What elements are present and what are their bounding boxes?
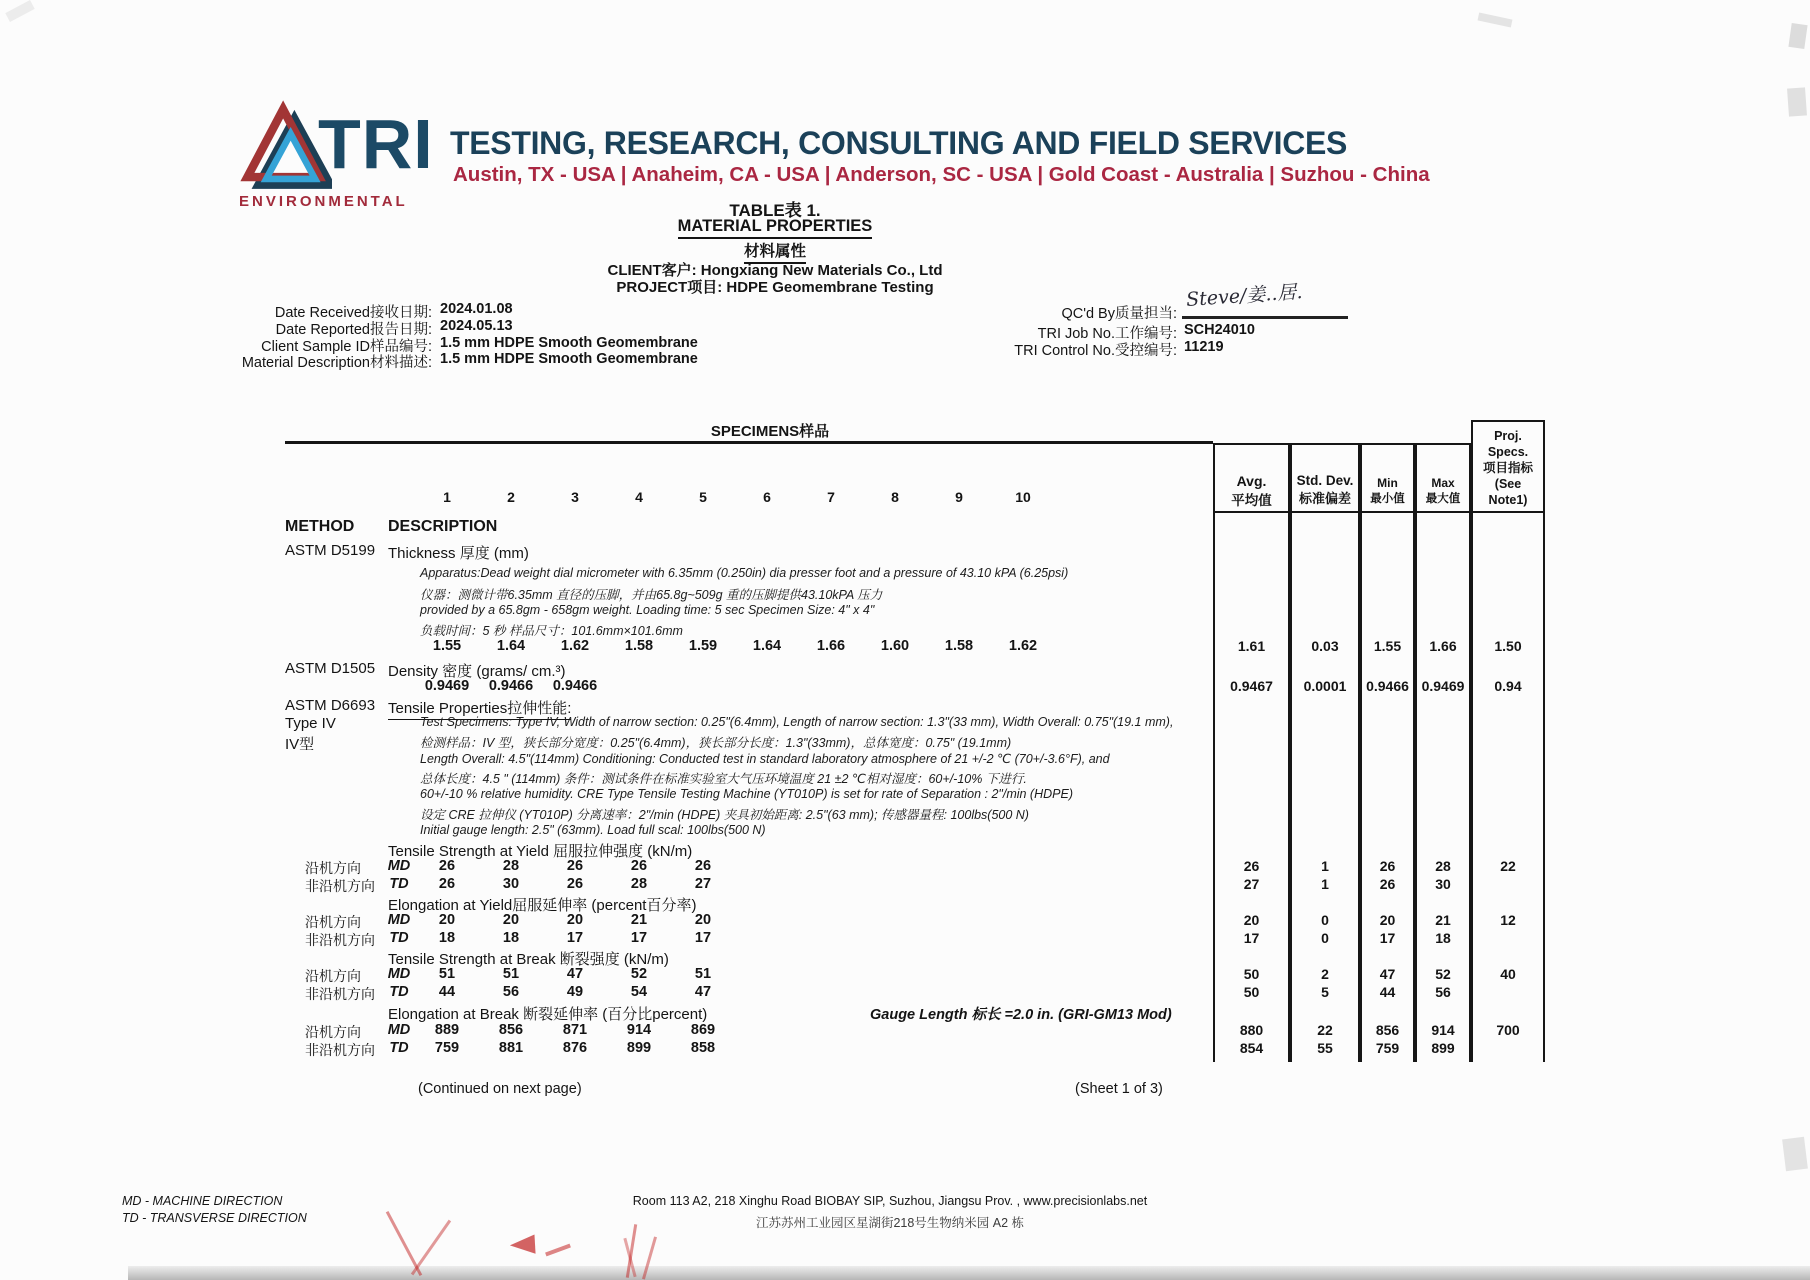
value-cell: 0.9466: [552, 678, 598, 694]
scan-artifact: [1788, 23, 1807, 49]
tri-control-no-value: 11219: [1184, 339, 1224, 355]
value-cell: 26: [630, 858, 648, 874]
value-cell: 51: [502, 966, 520, 982]
value-cell: 17: [694, 930, 712, 946]
max-label-en: Max: [1431, 476, 1455, 490]
ts-break-td-stats: [1213, 984, 1545, 1000]
d5199-note-2: 仪器：测微计带6.35mm 直径的压脚，并由65.8g~509g 重的压脚提供43.10kPA 压力: [420, 588, 883, 602]
td-direction: TD: [389, 930, 409, 946]
el-break-md-values: [415, 1022, 1055, 1038]
avg-label-en: Avg.: [1236, 473, 1267, 489]
td-footnote: TD - TRANSVERSE DIRECTION: [122, 1211, 307, 1225]
min-column-header: [1360, 443, 1415, 513]
value-cell: 10: [1015, 489, 1031, 505]
value-cell: 18: [502, 930, 520, 946]
md-direction: MD: [387, 966, 411, 982]
value-cell: 0.9469: [1421, 678, 1465, 694]
thickness-values-row: [415, 638, 1055, 654]
specimen-numbers-row: [415, 489, 1055, 505]
red-stamp-mark: [510, 1228, 541, 1253]
value-cell: [1471, 1040, 1545, 1056]
value-cell: 56: [1435, 984, 1451, 1000]
ts-break-title: Tensile Strength at Break 断裂强度 (kN/m): [388, 951, 669, 968]
value-cell: 0.9469: [424, 678, 470, 694]
value-cell: 26: [1379, 858, 1396, 874]
density-values-row: [415, 678, 1055, 694]
d6693-type-line-1: Type IV: [285, 715, 336, 732]
value-cell: 51: [438, 966, 456, 982]
md-direction: MD: [387, 1022, 411, 1038]
report-title-zh: 材料属性: [744, 239, 806, 264]
value-cell: 40: [1500, 966, 1516, 982]
value-cell: 4: [635, 489, 643, 505]
d6693-note-2: 检测样品：IV 型，狭长部分宽度：0.25"(6.4mm)，狭长部分长度：1.3"(33mm)，总体宽度：0.75" (19.1mm): [420, 736, 1012, 750]
stddev-column-header: [1290, 443, 1360, 513]
value-cell: 47: [694, 984, 712, 1000]
value-cell: 0.9466: [1366, 678, 1409, 694]
value-cell: 0.9466: [488, 678, 534, 694]
address-zh: 江苏苏州工业园区星湖街218号生物纳米园 A2 栋: [755, 1216, 1025, 1230]
value-cell: 28: [502, 858, 520, 874]
value-cell: (See: [1494, 477, 1522, 491]
value-cell: 1.64: [752, 638, 782, 654]
value-cell: 0.0001: [1303, 678, 1347, 694]
value-cell: 1.66: [816, 638, 846, 654]
value-cell: 26: [566, 876, 584, 892]
max-label-zh: 最大值: [1425, 493, 1461, 505]
value-cell: 26: [694, 858, 712, 874]
value-cell: 880: [1239, 1022, 1264, 1038]
tri-control-no-label: TRI Control No.受控编号:: [1014, 343, 1177, 359]
value-cell: 22: [1317, 1022, 1333, 1038]
value-cell: 6: [763, 489, 771, 505]
value-cell: 50: [1243, 984, 1260, 1000]
ts-break-md-stats: [1213, 966, 1545, 982]
value-cell: [1471, 876, 1545, 892]
logo-environmental-text: ENVIRONMENTAL: [239, 193, 408, 210]
el-yield-md-stats: [1213, 912, 1545, 928]
value-cell: 20: [438, 912, 456, 928]
value-cell: 56: [502, 984, 520, 1000]
value-cell: 17: [1243, 930, 1260, 946]
el-break-td-stats: [1213, 1040, 1545, 1056]
scan-artifact: [1478, 13, 1513, 28]
red-stamp-mark: [545, 1244, 571, 1257]
td-direction-zh: 非沿机方向: [305, 1042, 375, 1058]
el-break-td-values: [415, 1040, 1055, 1056]
value-cell: 854: [1239, 1040, 1264, 1056]
value-cell: 20: [566, 912, 584, 928]
value-cell: 7: [827, 489, 835, 505]
value-cell: 2: [507, 489, 515, 505]
d5199-note-3: provided by a 65.8gm - 658gm weight. Loading time: 5 sec Specimen Size: 4" x 4": [420, 603, 875, 617]
d5199-note-4: 负载时间：5 秒 样品尺寸：101.6mm×101.6mm: [420, 624, 683, 638]
value-cell: Note1): [1488, 493, 1528, 507]
value-cell: 54: [630, 984, 648, 1000]
scan-artifact: [1787, 87, 1807, 116]
value-cell: 1.62: [1008, 638, 1038, 654]
proj-specs-column-header: [1471, 420, 1545, 513]
max-column-header: [1415, 443, 1471, 513]
value-cell: 1.60: [880, 638, 910, 654]
value-cell: 21: [630, 912, 648, 928]
d5199-name: Thickness 厚度 (mm): [388, 545, 529, 562]
value-cell: 30: [1435, 876, 1451, 892]
date-reported-label: Date Reported报告日期:: [275, 322, 432, 338]
d1505-method: ASTM D1505: [285, 660, 376, 677]
value-cell: 1.50: [1494, 638, 1522, 654]
avg-label-zh: 平均值: [1231, 493, 1272, 508]
scan-artifact: [5, 0, 34, 22]
el-yield-td-stats: [1213, 930, 1545, 946]
md-direction-zh: 沿机方向: [305, 1024, 361, 1040]
value-cell: 869: [690, 1022, 716, 1038]
value-cell: 26: [438, 876, 456, 892]
stddev-label-zh: 标准偏差: [1298, 491, 1351, 506]
value-cell: 30: [502, 876, 520, 892]
value-cell: 0: [1321, 912, 1329, 928]
el-break-md-stats: [1213, 1022, 1545, 1038]
value-cell: 18: [1435, 930, 1451, 946]
min-label-zh: 最小值: [1370, 493, 1405, 505]
value-cell: 27: [1243, 876, 1260, 892]
d6693-note-7: Initial gauge length: 2.5" (63mm). Load full scal: 100lbs(500 N): [420, 823, 766, 837]
value-cell: 47: [1379, 966, 1396, 982]
value-cell: 876: [562, 1040, 588, 1056]
date-received-label: Date Received接收日期:: [274, 305, 432, 321]
value-cell: 20: [1379, 912, 1396, 928]
value-cell: 51: [694, 966, 712, 982]
ts-break-md-values: [415, 966, 1055, 982]
value-cell: 26: [1243, 858, 1260, 874]
header-locations: Austin, TX - USA | Anaheim, CA - USA | Anderson, SC - USA | Gold Coast - Australia | Suzhou - China: [453, 163, 1430, 186]
method-header: METHOD: [285, 518, 355, 535]
ts-yield-md-values: [415, 858, 1055, 874]
specimens-heading: SPECIMENS样品: [710, 423, 830, 440]
value-cell: [1471, 930, 1545, 946]
value-cell: 856: [1375, 1022, 1400, 1038]
md-direction-zh: 沿机方向: [305, 914, 361, 930]
scan-artifact: [1782, 1137, 1808, 1171]
value-cell: 889: [434, 1022, 460, 1038]
value-cell: 44: [438, 984, 456, 1000]
td-direction-zh: 非沿机方向: [305, 878, 375, 894]
thickness-stats-row: [1213, 638, 1545, 654]
value-cell: 26: [1379, 876, 1396, 892]
d6693-name: Tensile Properties拉伸性能:: [388, 697, 571, 720]
specimens-rule: [285, 441, 1213, 444]
value-cell: 1.62: [560, 638, 590, 654]
value-cell: 1.55: [1373, 638, 1402, 654]
value-cell: 856: [498, 1022, 524, 1038]
value-cell: Proj.: [1494, 429, 1522, 443]
d5199-note-1: Apparatus:Dead weight dial micrometer with 6.35mm (0.250in) dia presser foot and a pressure of 43.10 kPA (6.25psi): [420, 566, 1069, 580]
value-cell: 700: [1496, 1022, 1520, 1038]
value-cell: 1: [443, 489, 451, 505]
td-direction: TD: [389, 984, 409, 1000]
ts-yield-title: Tensile Strength at Yield 屈服拉伸强度 (kN/m): [388, 843, 693, 860]
client-line: CLIENT客户: Hongxiang New Materials Co., Ltd: [607, 262, 943, 279]
value-cell: 47: [566, 966, 584, 982]
td-direction-zh: 非沿机方向: [305, 986, 375, 1002]
value-cell: 1: [1321, 876, 1329, 892]
value-cell: 1.64: [496, 638, 526, 654]
min-label-en: Min: [1377, 476, 1398, 490]
project-line: PROJECT项目: HDPE Geomembrane Testing: [616, 279, 934, 296]
tri-job-no-value: SCH24010: [1184, 322, 1255, 338]
value-cell: 871: [562, 1022, 588, 1038]
value-cell: 0: [1321, 930, 1329, 946]
value-cell: 49: [566, 984, 584, 1000]
el-yield-md-values: [415, 912, 1055, 928]
value-cell: 2: [1321, 966, 1329, 982]
value-cell: 26: [438, 858, 456, 874]
d1505-name: Density 密度 (grams/ cm.³): [388, 663, 566, 680]
td-direction-zh: 非沿机方向: [305, 932, 375, 948]
logo-tri-text: TRI: [318, 105, 434, 183]
value-cell: 899: [626, 1040, 652, 1056]
value-cell: 17: [1379, 930, 1396, 946]
value-cell: 759: [1375, 1040, 1400, 1056]
value-cell: 18: [438, 930, 456, 946]
d5199-method: ASTM D5199: [285, 542, 376, 559]
d6693-method: ASTM D6693: [285, 697, 376, 714]
value-cell: 881: [498, 1040, 524, 1056]
sheet-number: (Sheet 1 of 3): [1075, 1081, 1163, 1097]
date-received-value: 2024.01.08: [440, 301, 513, 317]
el-yield-title: Elongation at Yield屈服延伸率 (percent百分率): [388, 897, 697, 914]
d6693-note-5: 60+/-10 % relative humidity. CRE Type Tensile Testing Machine (YT010P) is set for rate of Separation : 2"/min (HDPE): [420, 787, 1073, 801]
value-cell: 44: [1379, 984, 1396, 1000]
client-sample-id-value: 1.5 mm HDPE Smooth Geomembrane: [440, 335, 698, 351]
value-cell: 26: [566, 858, 584, 874]
value-cell: 914: [626, 1022, 652, 1038]
ts-yield-md-stats: [1213, 858, 1545, 874]
td-direction: TD: [389, 876, 409, 892]
ts-break-td-values: [415, 984, 1055, 1000]
scan-bottom-shadow: [128, 1266, 1810, 1280]
value-cell: 1: [1321, 858, 1329, 874]
value-cell: 12: [1500, 912, 1516, 928]
value-cell: 50: [1243, 966, 1260, 982]
value-cell: 1.58: [944, 638, 974, 654]
d6693-note-3: Length Overall: 4.5"(114mm) Conditioning: Conducted test in standard laboratory atmosphere of 21 +/-2 ℃ (70+/-3.6°F), and: [420, 752, 1110, 766]
value-cell: 8: [891, 489, 899, 505]
md-footnote: MD - MACHINE DIRECTION: [122, 1194, 283, 1208]
ts-yield-td-stats: [1213, 876, 1545, 892]
value-cell: 20: [694, 912, 712, 928]
client-sample-id-label: Client Sample ID样品编号:: [261, 339, 432, 355]
value-cell: 899: [1431, 1040, 1455, 1056]
value-cell: 5: [1321, 984, 1329, 1000]
value-cell: 52: [630, 966, 648, 982]
value-cell: [1471, 984, 1545, 1000]
report-title-en: MATERIAL PROPERTIES: [678, 217, 873, 239]
value-cell: 20: [502, 912, 520, 928]
gauge-length-note: Gauge Length 标长 =2.0 in. (GRI-GM13 Mod): [870, 1007, 1172, 1023]
stddev-label-en: Std. Dev.: [1296, 473, 1354, 488]
md-direction: MD: [387, 912, 411, 928]
qc-by-label: QC'd By质量担当:: [1061, 306, 1177, 322]
d6693-type-line-2: IV型: [285, 736, 315, 753]
value-cell: 17: [566, 930, 584, 946]
value-cell: 20: [1243, 912, 1260, 928]
value-cell: 28: [1435, 858, 1451, 874]
value-cell: 3: [571, 489, 579, 505]
value-cell: 项目指标: [1482, 461, 1533, 475]
value-cell: 858: [690, 1040, 716, 1056]
header-title: TESTING, RESEARCH, CONSULTING AND FIELD SERVICES: [450, 125, 1348, 161]
value-cell: 0.03: [1311, 638, 1339, 654]
value-cell: 5: [699, 489, 707, 505]
material-description-value: 1.5 mm HDPE Smooth Geomembrane: [440, 351, 698, 367]
value-cell: 17: [630, 930, 648, 946]
qc-signature: Steve/姜..居.: [1185, 280, 1304, 312]
value-cell: Specs.: [1487, 445, 1529, 459]
value-cell: 0.9467: [1230, 678, 1273, 694]
ts-yield-td-values: [415, 876, 1055, 892]
value-cell: 1.66: [1429, 638, 1457, 654]
value-cell: 1.58: [624, 638, 654, 654]
d6693-note-4: 总体长度：4.5 " (114mm) 条件：测试条件在标准实验室大气压环境温度 21 ±2 ℃相对湿度：60+/-10% 下进行.: [420, 772, 1027, 786]
el-break-title: Elongation at Break 断裂延伸率 (百分比percent): [388, 1006, 708, 1023]
d6693-note-6: 设定 CRE 拉伸仪 (YT010P) 分离速率：2"/min (HDPE) 夹具初始距离: 2.5"(63 mm); 传感器量程: 100lbs(500 N): [420, 808, 1029, 822]
table-number: TABLE表 1.: [729, 201, 821, 220]
qc-signature-line: [1182, 316, 1348, 319]
material-description-label: Material Description材料描述:: [241, 355, 432, 371]
value-cell: 1.59: [688, 638, 718, 654]
value-cell: 22: [1500, 858, 1516, 874]
md-direction-zh: 沿机方向: [305, 968, 361, 984]
value-cell: 0.94: [1494, 678, 1522, 694]
avg-column-header: [1213, 443, 1290, 513]
value-cell: 27: [694, 876, 712, 892]
value-cell: 55: [1317, 1040, 1333, 1056]
value-cell: 1.55: [432, 638, 462, 654]
value-cell: 21: [1435, 912, 1451, 928]
value-cell: 759: [434, 1040, 460, 1056]
td-direction: TD: [389, 1040, 409, 1056]
continued-note: (Continued on next page): [418, 1081, 582, 1097]
d6693-note-1: Test Specimens: Type IV, Width of narrow section: 0.25"(6.4mm), Length of narrow section: 1.3"(33 mm), Width Overall: 0.75"(19.1 mm),: [420, 715, 1174, 729]
tri-job-no-label: TRI Job No.工作编号:: [1037, 326, 1177, 342]
address-en: Room 113 A2, 218 Xinghu Road BIOBAY SIP, Suzhou, Jiangsu Prov. , www.precisionlabs.net: [632, 1194, 1148, 1208]
value-cell: 52: [1435, 966, 1451, 982]
density-stats-row: [1213, 678, 1545, 694]
value-cell: 914: [1431, 1022, 1455, 1038]
description-header: DESCRIPTION: [388, 518, 498, 535]
value-cell: 28: [630, 876, 648, 892]
value-cell: 9: [955, 489, 963, 505]
date-reported-value: 2024.05.13: [440, 318, 513, 334]
el-yield-td-values: [415, 930, 1055, 946]
md-direction-zh: 沿机方向: [305, 860, 361, 876]
value-cell: 1.61: [1237, 638, 1266, 654]
md-direction: MD: [387, 858, 411, 874]
